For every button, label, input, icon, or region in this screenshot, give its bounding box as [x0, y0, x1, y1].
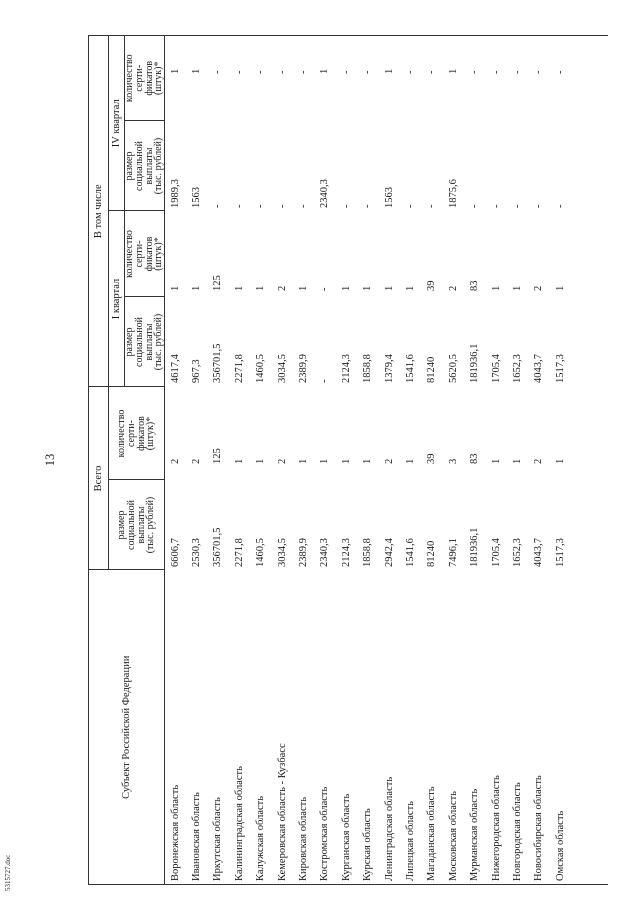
q4-count: 1 — [169, 68, 181, 74]
total-amount: 3034,5 — [276, 538, 288, 567]
region-name: Воронежская область — [169, 784, 181, 881]
region-name: Липецкая область — [404, 801, 416, 881]
total-amount: 4043,7 — [533, 538, 545, 567]
header-q1-count: количество серти- фикатов (штук)* — [125, 211, 165, 297]
total-count: 2 — [383, 458, 395, 464]
q1-count: 2 — [533, 285, 545, 291]
q1-amount: 356701,5 — [212, 343, 224, 383]
q1-amount: 4617,4 — [169, 354, 181, 383]
total-amount: 2271,8 — [233, 538, 245, 567]
file-name-footer: 5315727.doc — [4, 854, 12, 891]
q1-amount: 81240 — [426, 356, 438, 383]
q1-count: 1 — [340, 285, 352, 291]
region-name: Ленинградская область — [383, 776, 395, 881]
q4-count: - — [404, 70, 416, 74]
total-count: 2 — [169, 458, 181, 464]
q4-amount: - — [469, 204, 481, 208]
q1-amount: 1705,4 — [490, 354, 502, 383]
q4-amount: - — [426, 204, 438, 208]
region-name: Мурманская область — [469, 788, 481, 881]
total-count: 1 — [511, 458, 523, 464]
table-row — [293, 36, 314, 884]
table-row — [507, 36, 528, 884]
q1-count: 1 — [255, 285, 267, 291]
region-name: Ивановская область — [191, 792, 203, 881]
q1-amount: - — [319, 379, 331, 383]
q4-amount: 1563 — [383, 187, 395, 208]
region-name: Кировская область — [298, 796, 310, 881]
total-amount: 2530,3 — [191, 538, 203, 567]
total-count: 2 — [276, 458, 288, 464]
table-frame — [88, 35, 608, 885]
total-amount: 356701,5 — [212, 527, 224, 567]
q4-amount: - — [404, 204, 416, 208]
table-row — [443, 36, 464, 884]
q1-amount: 967,3 — [191, 359, 203, 383]
region-name: Омская область — [554, 810, 566, 881]
q1-count: 1 — [233, 285, 245, 291]
q1-count: 1 — [362, 285, 374, 291]
q4-amount: 1989,3 — [169, 179, 181, 208]
q4-amount: - — [511, 204, 523, 208]
table-row — [422, 36, 443, 884]
q4-count: - — [362, 70, 374, 74]
total-count: 1 — [255, 458, 267, 464]
table-row — [486, 36, 507, 884]
q1-amount: 5620,5 — [447, 354, 459, 383]
total-amount: 2942,4 — [383, 538, 395, 567]
q1-amount: 4043,7 — [533, 354, 545, 383]
total-count: 1 — [362, 458, 374, 464]
total-amount: 1858,8 — [362, 538, 374, 567]
q4-amount: - — [362, 204, 374, 208]
total-count: 2 — [533, 458, 545, 464]
q4-count: - — [233, 70, 245, 74]
q4-amount: - — [233, 204, 245, 208]
table-row — [358, 36, 379, 884]
q1-amount: 1517,3 — [554, 354, 566, 383]
region-name: Нижегородская область — [490, 775, 502, 881]
total-count: 1 — [554, 458, 566, 464]
table-row — [315, 36, 336, 884]
table-row — [229, 36, 250, 884]
total-count: 1 — [490, 458, 502, 464]
q4-count: 1 — [383, 68, 395, 74]
total-count: 2 — [191, 458, 203, 464]
q1-amount: 1858,8 — [362, 354, 374, 383]
total-count: 1 — [298, 458, 310, 464]
q1-count: 1 — [298, 285, 310, 291]
q1-amount: 1460,5 — [255, 354, 267, 383]
table-row — [400, 36, 421, 884]
regions-table — [89, 36, 571, 884]
q1-count: 1 — [404, 285, 416, 291]
header-subject: Субъект Российской Федерации — [89, 570, 165, 884]
table-row — [208, 36, 229, 884]
total-amount: 81240 — [426, 540, 438, 567]
header-q4-count: количество серти- фикатов (штук)* — [125, 36, 165, 121]
q1-count: 125 — [212, 275, 224, 291]
total-amount: 2340,3 — [319, 538, 331, 567]
total-count: 1 — [319, 458, 331, 464]
q4-count: 1 — [191, 68, 203, 74]
q4-amount: 1875,6 — [447, 179, 459, 208]
total-count: 1 — [340, 458, 352, 464]
total-count: 83 — [469, 453, 481, 464]
table-row — [379, 36, 400, 884]
region-name: Калужская область — [255, 795, 267, 881]
q1-amount: 2271,8 — [233, 354, 245, 383]
table-row — [336, 36, 357, 884]
q4-count: - — [511, 70, 523, 74]
q4-amount: - — [255, 204, 267, 208]
q4-amount: - — [212, 204, 224, 208]
q4-amount: - — [554, 204, 566, 208]
table-header — [89, 36, 165, 884]
total-amount: 2124,3 — [340, 538, 352, 567]
region-name: Иркутская область — [212, 797, 224, 881]
q4-count: - — [490, 70, 502, 74]
q4-count: - — [276, 70, 288, 74]
region-name: Костромская область — [319, 786, 331, 881]
total-amount: 181936,1 — [469, 527, 481, 567]
q4-count: 1 — [319, 68, 331, 74]
region-name: Новосибирская область — [533, 775, 545, 881]
page-number: 13 — [43, 453, 57, 467]
table-row — [529, 36, 550, 884]
q1-count: 1 — [511, 285, 523, 291]
total-amount: 1705,4 — [490, 538, 502, 567]
q1-count: - — [319, 287, 331, 291]
q1-amount: 1379,4 — [383, 354, 395, 383]
table-row — [550, 36, 571, 884]
q4-count: - — [469, 70, 481, 74]
q4-amount: 1563 — [191, 187, 203, 208]
region-name: Магаданская область — [426, 786, 438, 881]
header-q1: I квартал — [109, 211, 125, 387]
total-amount: 1517,3 — [554, 538, 566, 567]
total-amount: 6606,7 — [169, 538, 181, 567]
q1-amount: 181936,1 — [469, 343, 481, 383]
q1-count: 39 — [426, 280, 438, 291]
q4-amount: - — [490, 204, 502, 208]
total-count: 1 — [233, 458, 245, 464]
q1-count: 1 — [383, 285, 395, 291]
q4-count: - — [426, 70, 438, 74]
q4-amount: - — [276, 204, 288, 208]
region-name: Курская область — [362, 808, 374, 881]
table-row — [165, 36, 187, 884]
total-amount: 7496,1 — [447, 538, 459, 567]
header-q4: IV квартал — [109, 36, 125, 211]
q4-count: - — [554, 70, 566, 74]
table-body — [165, 36, 572, 884]
q1-count: 1 — [490, 285, 502, 291]
header-q1-amount: размер социальной выплаты (тыс. рублей) — [125, 297, 165, 387]
total-amount: 1541,6 — [404, 538, 416, 567]
q4-amount: - — [340, 204, 352, 208]
region-name: Кемеровская область - Кузбасс — [276, 743, 288, 881]
q4-count: - — [212, 70, 224, 74]
q1-amount: 1652,3 — [511, 354, 523, 383]
q4-count: - — [533, 70, 545, 74]
region-name: Курганская область — [340, 793, 352, 881]
q1-count: 2 — [276, 285, 288, 291]
region-name: Калининградская область — [233, 766, 245, 881]
q1-count: 83 — [469, 280, 481, 291]
q1-amount: 1541,6 — [404, 354, 416, 383]
header-total-count: количество серти- фикатов (штук)* — [109, 387, 165, 480]
header-total-amount: размер социальной выплаты (тыс. рублей) — [109, 480, 165, 570]
total-amount: 1460,5 — [255, 538, 267, 567]
q1-count: 2 — [447, 285, 459, 291]
q1-count: 1 — [169, 285, 181, 291]
q1-count: 1 — [554, 285, 566, 291]
q4-count: - — [340, 70, 352, 74]
total-count: 3 — [447, 458, 459, 464]
header-including: В том числе — [89, 36, 109, 387]
q4-count: 1 — [447, 68, 459, 74]
table-row — [251, 36, 272, 884]
q1-count: 1 — [191, 285, 203, 291]
total-count: 125 — [212, 448, 224, 464]
region-name: Московская область — [447, 791, 459, 881]
table-row — [186, 36, 207, 884]
total-count: 1 — [404, 458, 416, 464]
q1-amount: 2389,9 — [298, 354, 310, 383]
q4-amount: 2340,3 — [319, 179, 331, 208]
total-amount: 1652,3 — [511, 538, 523, 567]
table-row — [272, 36, 293, 884]
table-row — [464, 36, 485, 884]
q4-count: - — [298, 70, 310, 74]
total-amount: 2389,9 — [298, 538, 310, 567]
header-total: Всего — [89, 387, 109, 570]
header-q4-amount: размер социальной выплаты (тыс. рублей) — [125, 121, 165, 211]
q1-amount: 2124,3 — [340, 354, 352, 383]
q4-amount: - — [533, 204, 545, 208]
q4-amount: - — [298, 204, 310, 208]
q4-count: - — [255, 70, 267, 74]
region-name: Новгородская область — [511, 782, 523, 881]
total-count: 39 — [426, 453, 438, 464]
q1-amount: 3034,5 — [276, 354, 288, 383]
